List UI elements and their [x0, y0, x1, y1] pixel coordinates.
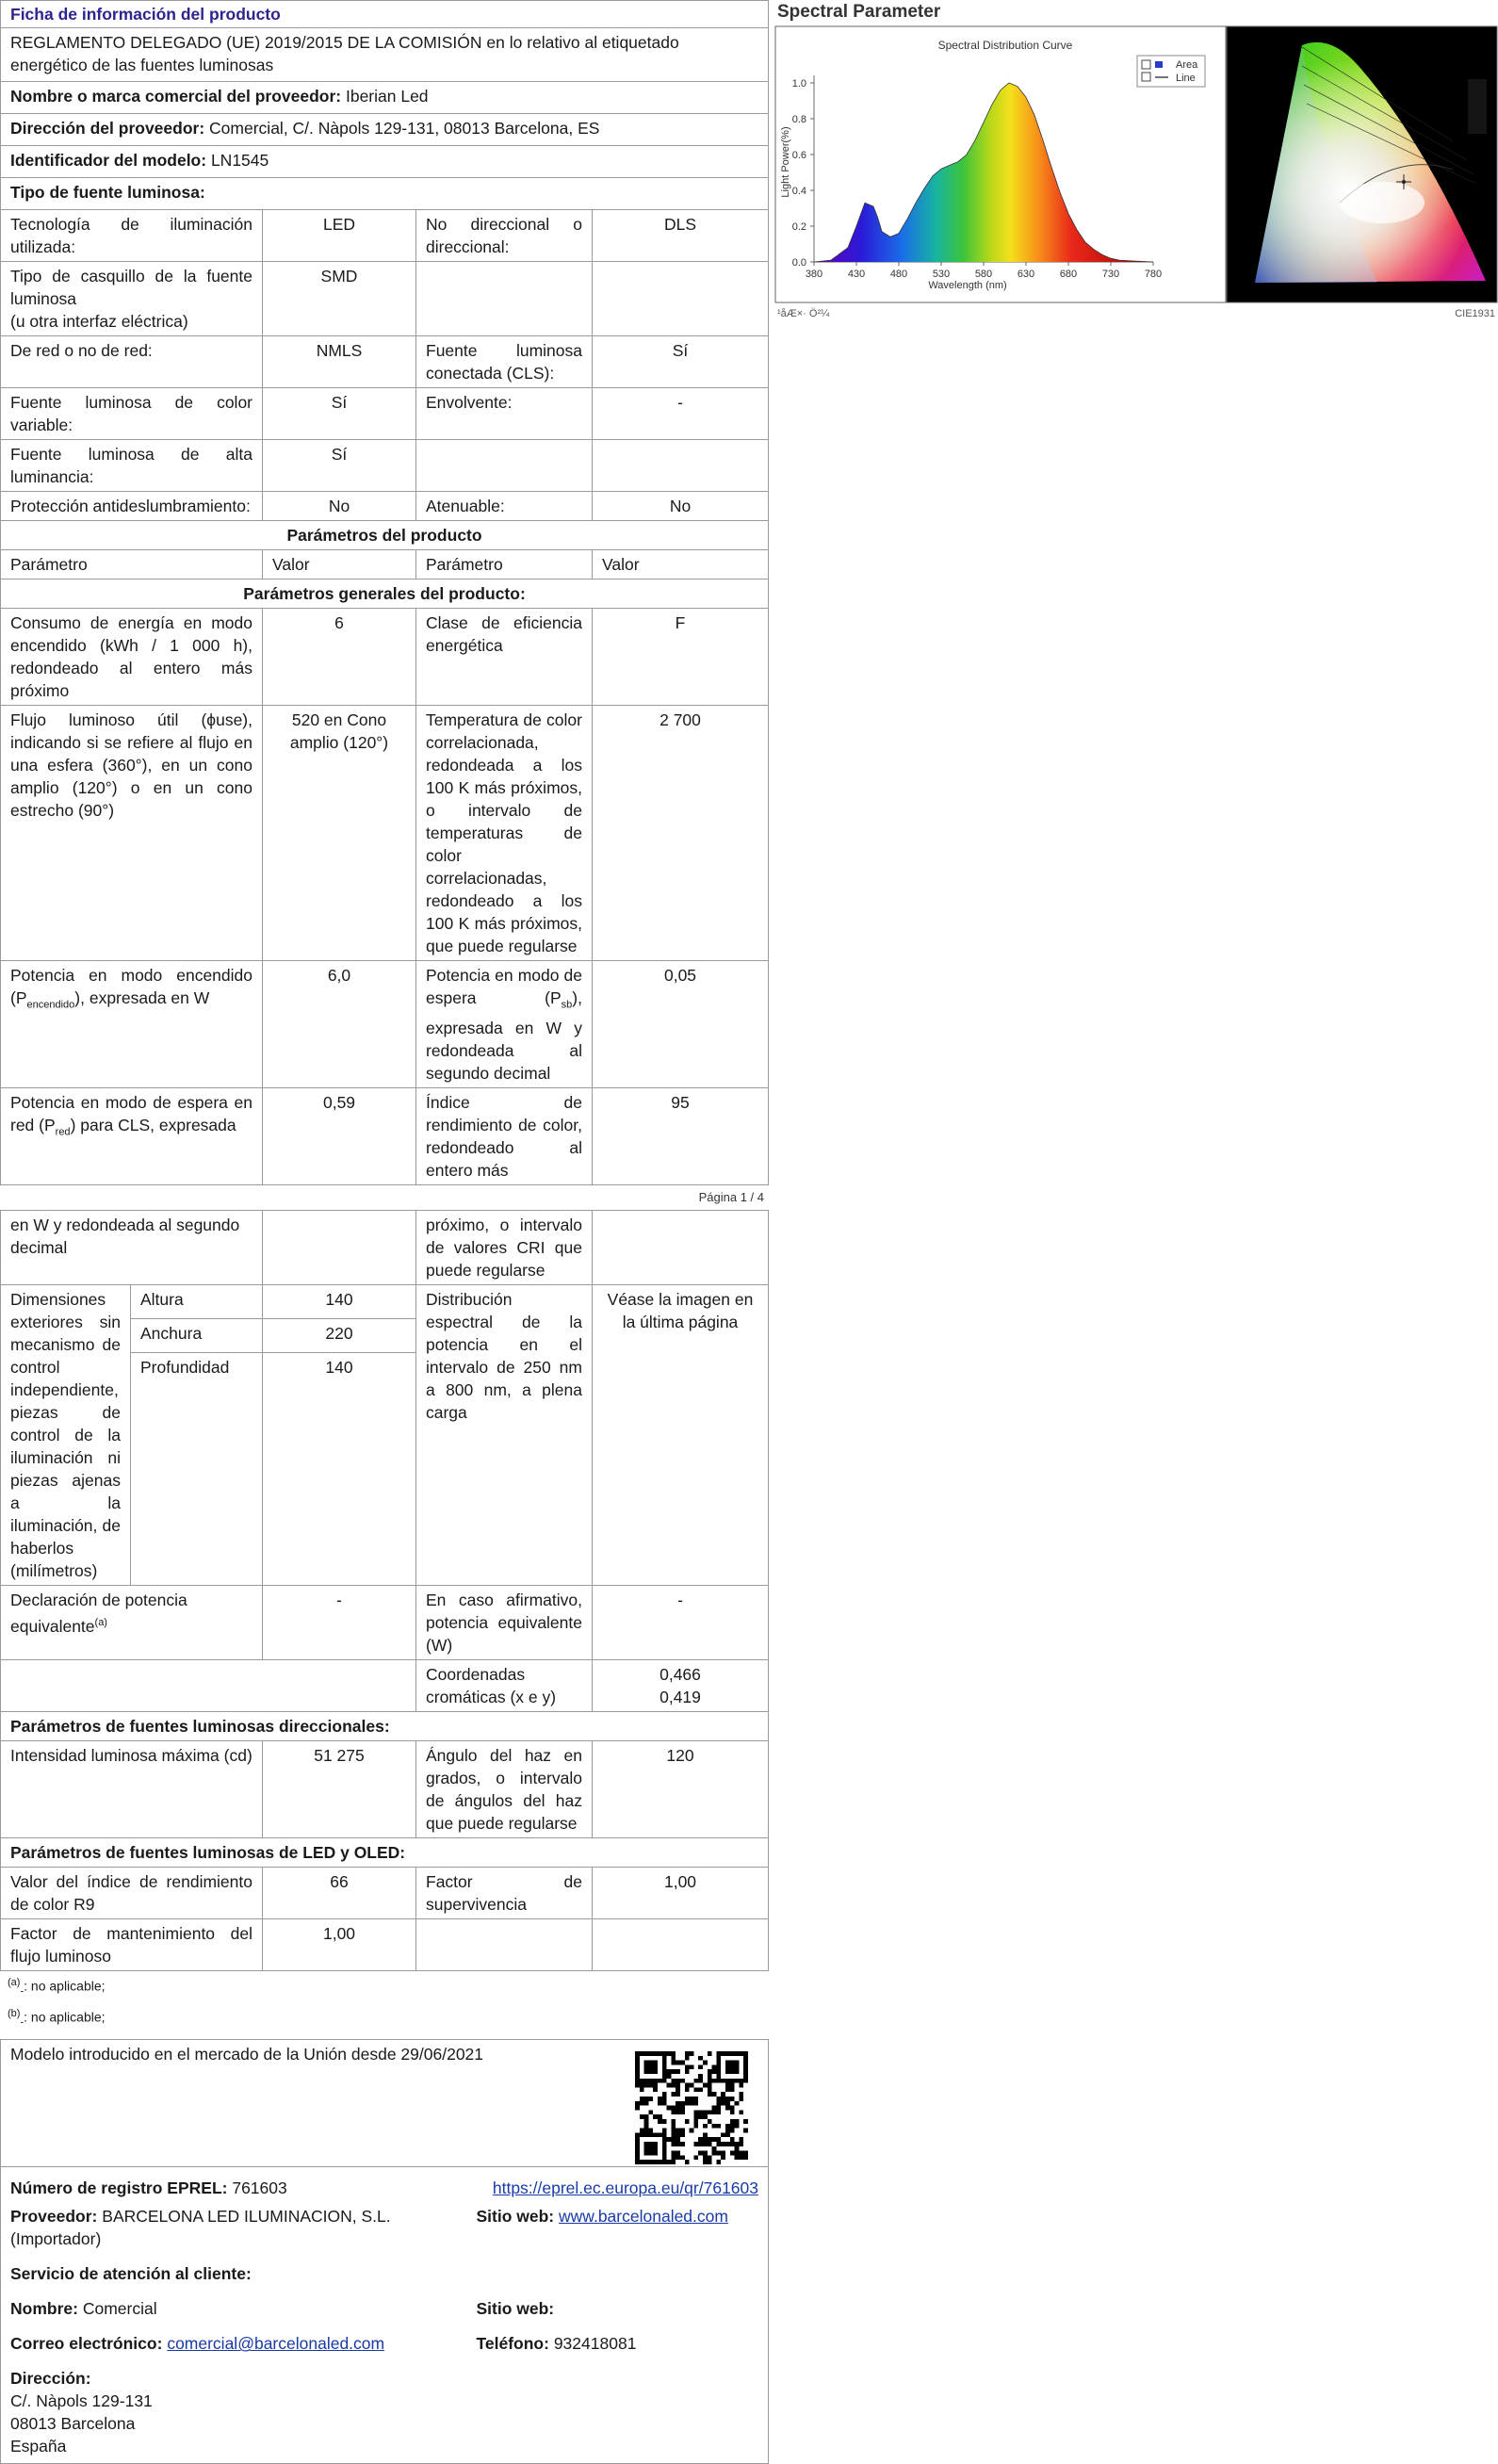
phone-value: 932418081	[553, 2334, 637, 2354]
dimension-name: Altura	[131, 1284, 263, 1318]
empty-cell	[593, 1918, 769, 1970]
spd-label: Distribución espectral de la potencia en el intervalo de 250 nm a 800 nm, a plena carga	[416, 1284, 593, 1585]
class-label: Clase de eficiencia energética	[416, 609, 593, 706]
y-tick-label: 0.2	[791, 221, 806, 233]
address-block	[1, 2358, 769, 2464]
beam-value: 120	[593, 1740, 769, 1837]
name-value: Comercial	[82, 2299, 157, 2319]
power-on-sub: encendido	[26, 999, 75, 1011]
class-value: F	[593, 609, 769, 706]
x-tick-label: 730	[1101, 269, 1120, 280]
network-standby-label-b: ) para CLS, expresada	[70, 1115, 236, 1134]
x-tick-label: 380	[805, 269, 823, 280]
contact-table	[0, 2039, 769, 2464]
eprel-label: Número de registro EPREL:	[10, 2178, 228, 2198]
power-on-value: 6,0	[263, 961, 416, 1088]
garbled-caption: ¹åÆ×· Ö²¼	[777, 308, 830, 319]
dimension-value: 140	[263, 1284, 416, 1318]
dimension-name: Profundidad	[131, 1352, 263, 1585]
footnote	[8, 2002, 760, 2033]
general-heading: Parámetros generales del producto:	[1, 579, 769, 609]
empty-cell	[1, 1659, 416, 1711]
footnote-text: : no aplicable;	[24, 2009, 106, 2025]
type-row-label: Envolvente:	[416, 388, 593, 440]
provider-row	[1, 2202, 467, 2253]
type-row-label: Fuente luminosa de color variable:	[1, 388, 263, 440]
eprel-link[interactable]: https://eprel.ec.europa.eu/qr/761603	[492, 2178, 759, 2198]
type-row-label: Atenuable:	[416, 492, 593, 521]
type-row-value: -	[593, 388, 769, 440]
page-number: Página 1 / 4	[698, 1189, 764, 1204]
address-line: España	[10, 2437, 67, 2456]
web2-label: Sitio web:	[476, 2299, 555, 2319]
type-row-label: Tecnología de iluminación utilizada:	[1, 210, 263, 262]
chroma-y: 0,419	[659, 1687, 701, 1706]
chroma-x: 0,466	[659, 1664, 701, 1684]
service-heading: Servicio de atención al cliente:	[1, 2253, 769, 2288]
empty-cell	[593, 440, 769, 492]
standby-label-a: Potencia en modo de espera (P	[426, 966, 582, 1007]
footnote-dash: -	[20, 1984, 24, 1997]
source-type-heading: Tipo de fuente luminosa:	[1, 178, 769, 210]
x-tick-label: 430	[847, 269, 866, 280]
type-row-value: No	[593, 492, 769, 521]
power-on-label	[1, 961, 263, 1088]
phone-label: Teléfono:	[476, 2334, 549, 2354]
web-row	[467, 2202, 769, 2253]
survival-label: Factor de supervivencia	[416, 1867, 593, 1918]
cie-diagram	[1227, 26, 1497, 302]
flux-value: 520 en Cono amplio (120°)	[263, 706, 416, 961]
empty-cell	[593, 262, 769, 336]
product-params-heading: Parámetros del producto	[1, 521, 769, 550]
dimension-name: Anchura	[131, 1318, 263, 1352]
spectral-panel	[774, 0, 1498, 330]
network-standby-value: 0,59	[263, 1087, 416, 1184]
standby-value: 0,05	[593, 961, 769, 1088]
x-tick-label: 680	[1059, 269, 1078, 280]
footnote	[8, 1971, 760, 2002]
beam-label: Ángulo del haz en grados, o intervalo de ángulos del haz que puede regularse	[416, 1740, 593, 1837]
x-tick-label: 780	[1144, 269, 1163, 280]
col-header-param: Parámetro	[1, 550, 263, 579]
equiv-value: -	[263, 1585, 416, 1659]
type-row-value: Sí	[263, 440, 416, 492]
dimensions-label: Dimensiones exteriores sin mecanismo de control independiente, piezas de control de la iluminación ni piezas ajenas a la iluminación, de haberlos (milímetros)	[1, 1284, 131, 1585]
empty-cell	[416, 440, 593, 492]
web-label: Sitio web:	[476, 2207, 555, 2227]
maintenance-value: 1,00	[263, 1918, 416, 1970]
type-row-value: Sí	[593, 336, 769, 388]
type-row-value: SMD	[263, 262, 416, 336]
empty-cell	[416, 262, 593, 336]
spectral-chart-title: Spectral Distribution Curve	[937, 39, 1073, 52]
y-tick-label: 0.4	[791, 186, 806, 197]
type-row-label: Fuente luminosa conectada (CLS):	[416, 336, 593, 388]
model-row	[1, 146, 769, 178]
x-axis-label: Wavelength (nm)	[928, 280, 1007, 291]
footnote-text: : no aplicable;	[24, 1978, 106, 1994]
socket-label: Tipo de casquillo de la fuente luminosa	[10, 267, 252, 308]
address-row	[1, 114, 769, 146]
y-tick-label: 0.6	[791, 150, 806, 161]
intensity-label: Intensidad luminosa máxima (cd)	[1, 1740, 263, 1837]
footnote-dash: -	[20, 2016, 24, 2029]
energy-value: 6	[263, 609, 416, 706]
page2-table	[0, 1210, 769, 1971]
email-row	[1, 2323, 467, 2358]
power-on-label-a: Potencia en modo encendido (P	[10, 966, 252, 1007]
address-block-label: Dirección:	[10, 2369, 91, 2389]
supplier-label: Nombre o marca comercial del proveedor:	[10, 87, 342, 106]
led-heading: Parámetros de fuentes luminosas de LED y OLED:	[1, 1837, 769, 1867]
address-line: 08013 Barcelona	[10, 2414, 136, 2434]
type-row-value: NMLS	[263, 336, 416, 388]
type-row-value: No	[263, 492, 416, 521]
cri-value: 95	[593, 1087, 769, 1184]
email-link[interactable]: comercial@barcelonaled.com	[167, 2334, 385, 2354]
type-row-value: LED	[263, 210, 416, 262]
market-intro: Modelo introducido en el mercado de la Unión desde 29/06/2021	[10, 2045, 484, 2064]
spectral-panel-title: Spectral Parameter	[777, 2, 941, 22]
power-on-label-b: ), expresada en W	[74, 988, 210, 1007]
dimension-value: 140	[263, 1352, 416, 1585]
intensity-value: 51 275	[263, 1740, 416, 1837]
standby-sub: sb	[561, 999, 573, 1011]
y-tick-label: 1.0	[791, 78, 806, 90]
x-tick-label: 630	[1017, 269, 1035, 280]
col-header-value: Valor	[593, 550, 769, 579]
type-row-label: Fuente luminosa de alta luminancia:	[1, 440, 263, 492]
address-label: Dirección del proveedor:	[10, 119, 205, 138]
web-link[interactable]: www.barcelonaled.com	[559, 2207, 728, 2227]
x-tick-label: 480	[889, 269, 908, 280]
empty-cell	[416, 1918, 593, 1970]
y-tick-label: 0.0	[791, 257, 806, 269]
type-row-label: No direccional o direccional:	[416, 210, 593, 262]
flux-label: Flujo luminoso útil (ϕuse), indicando si se refiere al flujo en una esfera (360°), en un cono amplio (120°) o en un cono estrecho (90°)	[1, 706, 263, 961]
contact-block	[1, 2040, 769, 2167]
directional-heading: Parámetros de fuentes luminosas direccionales:	[1, 1711, 769, 1740]
equiv-value-2: -	[593, 1585, 769, 1659]
dimension-value: 220	[263, 1318, 416, 1352]
web2-row	[467, 2288, 769, 2323]
chroma-values	[593, 1659, 769, 1711]
energy-label: Consumo de energía en modo encendido (kWh / 1 000 h), redondeado al entero más próximo	[1, 609, 263, 706]
provider-value: BARCELONA LED ILUMINACION, S.L. (Importador)	[10, 2207, 391, 2249]
legend-area: Area	[1176, 59, 1198, 71]
maintenance-label: Factor de mantenimiento del flujo luminoso	[1, 1918, 263, 1970]
name-row	[1, 2288, 467, 2323]
cri-cont: próximo, o intervalo de valores CRI que puede regularse	[416, 1210, 593, 1284]
chroma-label: Coordenadas cromáticas (x e y)	[416, 1659, 593, 1711]
phone-row	[467, 2323, 769, 2358]
name-label: Nombre:	[10, 2299, 78, 2319]
address-line: C/. Nàpols 129-131	[10, 2391, 153, 2411]
spd-value: Véase la imagen en la última página	[593, 1284, 769, 1585]
standby-label-b: ), expresada en W y redondeada al segundo decimal	[426, 988, 582, 1083]
legend-line: Line	[1176, 73, 1196, 84]
qr-code-icon	[635, 2051, 748, 2164]
page-title: Ficha de información del producto	[1, 1, 769, 28]
equiv-label	[1, 1585, 263, 1659]
provider-label: Proveedor:	[10, 2207, 98, 2227]
network-standby-label-a: Potencia en modo de espera en red (P	[10, 1092, 252, 1134]
col-header-param: Parámetro	[416, 550, 593, 579]
equiv-sup: (a)	[94, 1616, 107, 1628]
survival-value: 1,00	[593, 1867, 769, 1918]
type-row-label: De red o no de red:	[1, 336, 263, 388]
empty-cell	[593, 1210, 769, 1284]
page1-table	[0, 0, 769, 1185]
x-tick-label: 580	[974, 269, 993, 280]
equiv-label-2: En caso afirmativo, potencia equivalente (W)	[416, 1585, 593, 1659]
footnote-mark: (b)	[8, 2007, 21, 2019]
standby-label	[416, 961, 593, 1088]
type-row-label	[1, 262, 263, 336]
footnote-mark: (a)	[8, 1976, 21, 1988]
supplier-row	[1, 82, 769, 114]
model-label: Identificador del modelo:	[10, 151, 207, 170]
chart-legend	[1137, 56, 1205, 87]
r9-value: 66	[263, 1867, 416, 1918]
x-tick-label: 530	[932, 269, 951, 280]
r9-label: Valor del índice de rendimiento de color R9	[1, 1867, 263, 1918]
footnotes	[0, 1971, 768, 2034]
y-tick-label: 0.8	[791, 114, 806, 125]
type-row-value: Sí	[263, 388, 416, 440]
cie-caption: CIE1931	[1455, 308, 1495, 319]
eprel-row	[1, 2167, 467, 2203]
regulation-text: REGLAMENTO DELEGADO (UE) 2019/2015 DE LA COMISIÓN en lo relativo al etiquetado energético de las fuentes luminosas	[1, 28, 769, 82]
socket-label-2: (u otra interfaz eléctrica)	[10, 312, 188, 331]
network-standby-cont: en W y redondeada al segundo decimal	[1, 1210, 263, 1284]
model-value: LN1545	[210, 151, 269, 170]
col-header-value: Valor	[263, 550, 416, 579]
cct-value: 2 700	[593, 706, 769, 961]
address-value: Comercial, C/. Nàpols 129-131, 08013 Barcelona, ES	[209, 119, 600, 138]
empty-cell	[263, 1210, 416, 1284]
eprel-value: 761603	[232, 2178, 287, 2198]
network-standby-label	[1, 1087, 263, 1184]
supplier-value: Iberian Led	[345, 87, 429, 106]
cct-label: Temperatura de color correlacionada, redondeada a los 100 K más próximos, o intervalo de temperaturas de color correlacionadas, redondeado a los 100 K más próximos, que puede regularse	[416, 706, 593, 961]
cri-label: Índice de rendimiento de color, redondeado al entero más	[416, 1087, 593, 1184]
network-standby-sub: red	[55, 1126, 71, 1137]
email-label: Correo electrónico:	[10, 2334, 163, 2354]
type-row-value: DLS	[593, 210, 769, 262]
type-row-label: Protección antideslumbramiento:	[1, 492, 263, 521]
eprel-link-cell	[467, 2167, 769, 2203]
equiv-label-text: Declaración de potencia equivalente	[10, 1590, 187, 1636]
y-axis-label: Light Power(%)	[780, 126, 791, 198]
